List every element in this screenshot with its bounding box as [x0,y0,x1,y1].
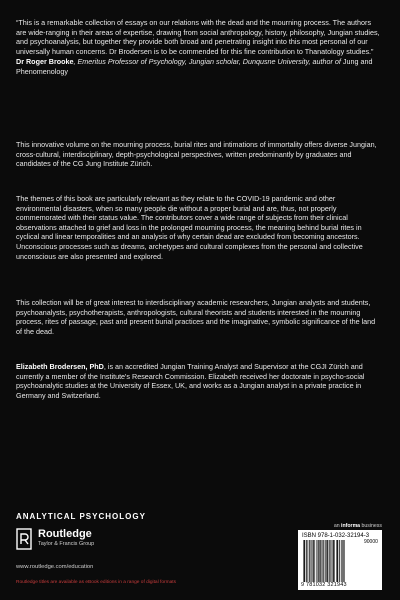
informa-prefix: an [333,523,342,529]
barcode-bar [336,540,337,582]
barcode-bar [320,540,321,582]
informa-tagline [334,523,382,529]
barcode-bar [309,540,310,582]
barcode-bar [334,540,335,582]
barcode-bar [343,540,344,582]
publisher-website: www.routledge.com/education [16,564,94,570]
author-bio-text: , is an accredited Jungian Training Analyst and Supervisor at the CGJI Zürich and currently a member of the Institute's Research Commission. Elizabeth received her doctorate in psycho-social psychoanalytic studies at the University of Essex, UK, and works as a Jungian analyst in a private practice in Germany and Switzerland. [16,362,365,400]
author-bio-name: Elizabeth Brodersen, PhD [16,362,104,371]
barcode-bar [341,540,342,582]
informa-brand: informa [341,523,361,529]
endorsement-quote [16,18,380,77]
author-bio [16,362,380,400]
barcode-bar [304,540,305,582]
barcode-bar [323,540,324,582]
barcode-bar [329,540,330,582]
description-paragraph-1: This innovative volume on the mourning process, burial rites and intimations of immortality offers diverse Jungian, cross-cultural, interdisciplinary, depth-psychological perspectives, written predominantly by graduates and candidates of the CG Jung Institute Zürich. [16,140,377,169]
description-paragraph-3: This collection will be of great interest to interdisciplinary academic researchers, Jungian analysts and students, psychoanalysts, psychotherapists, anthropologists, cultural theorists and students interested in the mourning process, rites of passage, past and present burial practices and the imaginative, symbolic significance of the land of the dead. [16,298,376,336]
ebook-note: Routledge titles are available as eBook editions in a range of digital formats [16,580,176,585]
description-paragraph-2: The themes of this book are particularly relevant as they relate to the COVID-19 pandemic and other environmental disasters, when so many people die without a proper burial and are, thus, not properly commemorated with their status value. The contributors cover a wide range of subjects from their clinical observations attached to grief and loss in the prolonged mourning process, the meaning behind burial rites in cyclical and linear temporalities and an analysis of why certain dead are excluded from becoming ancestors. Unconscious processes such as dreams, archetypes and cultural complexes from the personal and collective unconscious are also presented and explored. [16,194,363,261]
barcode-bar [337,540,338,582]
publisher-subtitle: Taylor & Francis Group [38,541,95,547]
barcode-bars [301,540,379,582]
barcode-bar [313,540,314,582]
barcode-bar [318,540,319,582]
barcode-bar [316,540,317,582]
barcode-panel [298,530,382,590]
barcode-bar [333,540,334,582]
barcode-bar [342,540,343,582]
barcode-bar [339,540,340,582]
publisher-logo [16,528,156,562]
barcode-bar [332,540,333,582]
barcode-bar [326,540,327,582]
series-label: ANALYTICAL PSYCHOLOGY [16,512,146,521]
quote-author-name: Dr Roger Brooke [16,57,74,67]
barcode-digits: 9 781032 321943 [301,582,347,588]
price-mark: 90000 [364,539,378,545]
isbn-label: ISBN 978-1-032-32194-3 [302,533,370,539]
barcode-bar [312,540,313,582]
quote-author-book: Jung and Phenomenology [16,57,373,76]
quote-author-desc: , Emeritus Professor of Psychology, Jungian scholar, Dunqusne University, author of [73,57,343,67]
barcode-bar [327,540,328,582]
barcode-bar [314,540,315,582]
informa-suffix: business [360,523,382,529]
quote-attribution [16,57,380,76]
barcode-bar [319,540,320,582]
routledge-r-icon [16,528,32,550]
barcode-bar [308,540,309,582]
barcode-bar [306,540,307,582]
barcode-bar [303,540,304,582]
barcode-bar [325,540,326,582]
publisher-name: Routledge [38,528,92,540]
quote-text: “This is a remarkable collection of essays on our relations with the dead and the mourning process. The authors are wide-ranging in their areas of expertise, drawing from social anthropology, history, philosophy, Jungian studies, and psychoanalysis, but together they provide both broad and penetrating insight into this most personal of our universally human concerns. Dr Brodersen is to be commended for this fine contribution to Thanatology studies.” [16,18,380,56]
